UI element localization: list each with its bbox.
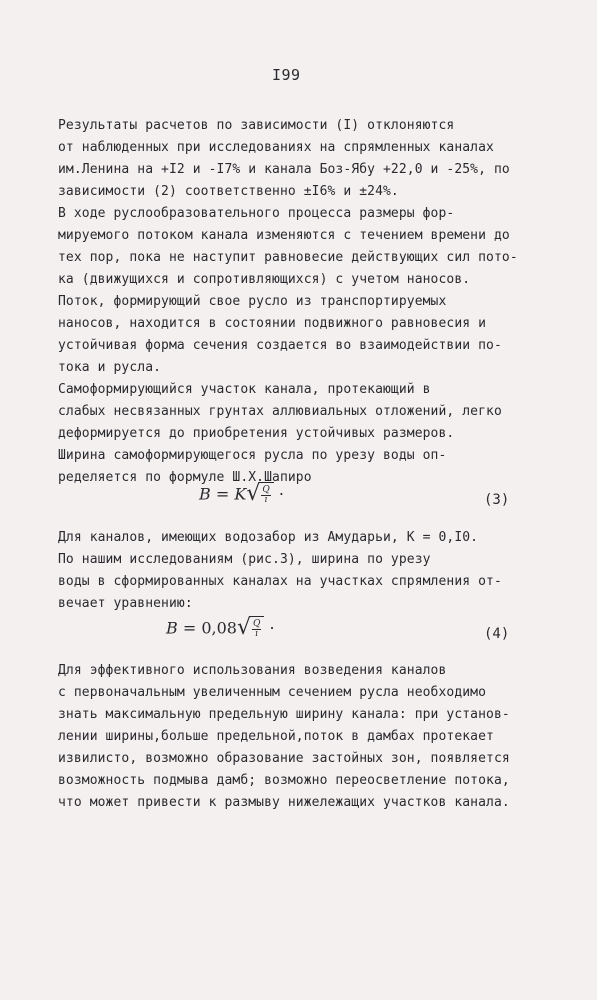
text-line: лении ширины,больше предельной,поток в дамбах протекает	[58, 729, 494, 744]
fraction-denominator: i	[255, 629, 259, 639]
page-number: I99	[272, 66, 301, 84]
text-line: По нашим исследованиям (рис.3), ширина по урезу	[58, 552, 431, 567]
square-root: √ $\frac{Q}{i}$	[237, 616, 264, 639]
text-line: что может привести к размыву нижележащих участков канала.	[58, 795, 510, 810]
fraction	[261, 486, 270, 505]
text-line: воды в сформированных каналах на участках спрямления от-	[58, 574, 502, 589]
equation-number: (4)	[484, 626, 510, 642]
formula-4	[166, 616, 275, 639]
text-line: вечает уравнению:	[58, 596, 193, 611]
square-root: √ $\frac{Q}{i}$	[246, 482, 273, 505]
text-line: ределяется по формуле Ш.Х.Шапиро	[58, 470, 312, 485]
text-line: устойчивая форма сечения создается во взаимодействии по-	[58, 338, 502, 353]
text-line: Для эффективного использования возведения каналов	[58, 663, 447, 678]
text-line: тока и русла.	[58, 360, 162, 375]
text-line: Ширина самоформирующегося русла по урезу воды оп-	[58, 448, 447, 463]
text-line: В ходе руслообразовательного процесса размеры фор-	[58, 206, 455, 221]
formula-coefficient: K	[234, 484, 247, 504]
formula-dot: ·	[278, 484, 284, 504]
equation-number: (3)	[484, 492, 510, 508]
text-line: тех пор, пока не наступит равновесие действующих сил пото-	[58, 250, 518, 265]
formula-equals: =	[215, 484, 230, 504]
formula-3	[199, 482, 284, 505]
text-line: им.Ленина на +I2 и -I7% и канала Боз-Ябу +22,0 и -25%, по	[58, 162, 510, 177]
fraction-numerator: Q	[262, 485, 270, 495]
fraction	[252, 620, 261, 639]
text-line: наносов, находится в состоянии подвижного равновесия и	[58, 316, 487, 331]
text-line: извилисто, возможно образование застойных зон, появляется	[58, 751, 510, 766]
fraction-numerator: Q	[253, 619, 261, 629]
formula-equals: =	[182, 618, 197, 638]
formula-lhs: B	[199, 484, 211, 504]
text-line: с первоначальным увеличенным сечением русла необходимо	[58, 685, 487, 700]
text-line: деформируется до приобретения устойчивых размеров.	[58, 426, 455, 441]
text-line: Результаты расчетов по зависимости (I) отклоняются	[58, 118, 455, 133]
text-line: зависимости (2) соответственно ±I6% и ±24%.	[58, 184, 399, 199]
text-line: возможность подмыва дамб; возможно переосветление потока,	[58, 773, 510, 788]
formula-coefficient: 0,08	[201, 618, 237, 638]
text-line: Поток, формирующий свое русло из транспортируемых	[58, 294, 447, 309]
formula-dot: ·	[269, 618, 275, 638]
text-line: от наблюденных при исследованиях на спрямленных каналах	[58, 140, 494, 155]
text-line: Для каналов, имеющих водозабор из Амударьи, К = 0,I0.	[58, 530, 479, 545]
formula-lhs: B	[166, 618, 178, 638]
text-line: ка (движущихся и сопротивляющихся) с учетом наносов.	[58, 272, 471, 287]
text-line: Самоформирующийся участок канала, протекающий в	[58, 382, 431, 397]
text-line: знать максимальную предельную ширину канала: при установ-	[58, 707, 510, 722]
text-line: слабых несвязанных грунтах аллювиальных отложений, легко	[58, 404, 502, 419]
text-line: мируемого потоком канала изменяются с течением времени до	[58, 228, 510, 243]
fraction-denominator: i	[264, 495, 268, 505]
